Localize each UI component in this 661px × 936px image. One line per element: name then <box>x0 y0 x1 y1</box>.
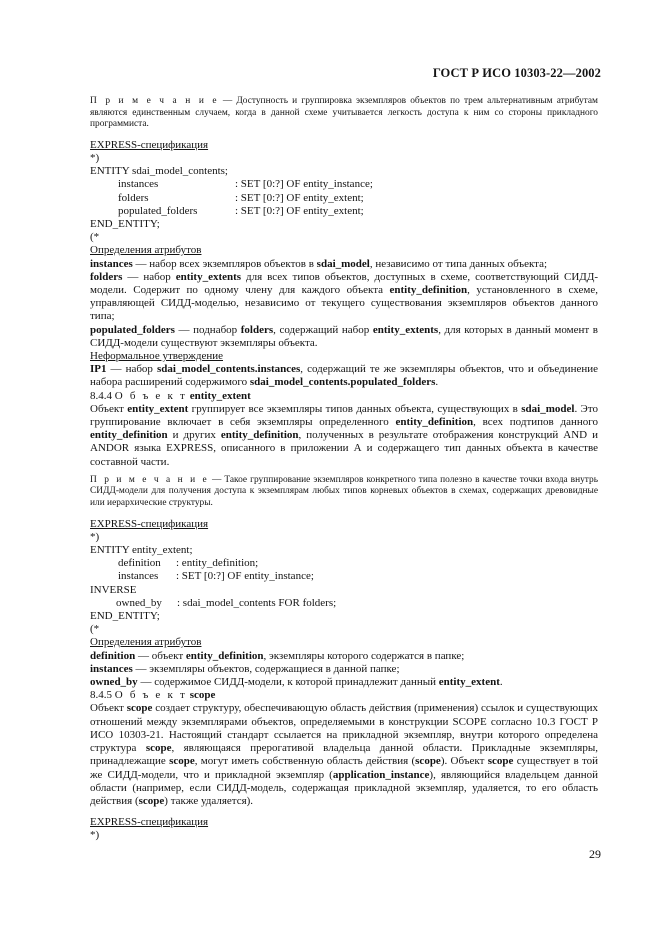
note-paragraph: П р и м е ч а н и е — Доступность и группировка экземпляров объектов по трем альтернативным атрибутам являются единственным случаем, когда в данной схеме учитывается легкость доступа к ним со стороны прикладного программиста. <box>90 96 598 130</box>
attribute-line: folders : SET [0:?] OF entity_extent; <box>118 191 364 204</box>
section-heading-8-4-4: 8.4.4 О б ъ е к т entity_extent <box>90 389 251 402</box>
express-spec-label: EXPRESS-спецификация <box>90 816 209 829</box>
entity-declaration: ENTITY entity_extent; <box>90 544 193 557</box>
definition-definition: definition — объект entity_definition, экземпляры которого содержатся в папке; <box>90 649 465 662</box>
express-spec-entity-extent: EXPRESS-спецификация *) ENTITY entity_extent; definition : entity_definition; instances : SET [0:?] OF entity_instance; INVERSE owned_by : sdai_model_contents FOR folders; END_ENTITY; (* <box>90 518 598 637</box>
section-paragraph: Объект scope создает структуру, обеспечивающую область действия (применения) ссылок и существующих отношений между экземплярами объектов, определяемыми в конструкции SCOPE согласно 10.3 ГОСТ Р ИСО 10303-21. Настоящий стандарт ссылается на прикладной экземпляр, внутри которого определена структура scope, являющаяся прерогативой владельца данной области. Прикладные экземпляры, принадлежащие scope, могут иметь собственную область действия (scope). Объект scope существует в той же СИДД-модели, что и прикладной экземпляр (application_instance), являющийся владельцем данной области (например, если СИДД-модель, содержащая прикладной экземпляр, удаляется, то его область действия (scope) также удаляется). <box>90 702 598 807</box>
express-spec-scope: EXPRESS-спецификация *) <box>90 816 209 842</box>
express-spec-label: EXPRESS-спецификация <box>90 517 209 530</box>
page-header: ГОСТ Р ИСО 10303-22—2002 <box>432 66 601 80</box>
definition-owned-by: owned_by — содержимое СИДД-модели, к которой принадлежит данный entity_extent. <box>90 676 503 689</box>
definition-folders: folders — набор entity_extents для всех типов объектов, доступных в схеме, соответствующий СИДД-модели. Содержит по одному члену для каждого объекта entity_definition, установленного в схеме, управляющей СИДД-моделью, независимо от текущего существования экземпляров объектов данного типа; <box>90 270 598 323</box>
page-body <box>90 96 598 843</box>
definition-populated-folders: populated_folders — поднабор folders, содержащий набор entity_extents, для которых в данный момент в СИДД-модели существуют экземпляры объекта. <box>90 323 598 349</box>
express-spec-label: EXPRESS-спецификация <box>90 138 209 151</box>
section-heading-8-4-5: 8.4.5 О б ъ е к т scope <box>90 689 216 702</box>
informal-statement-heading: Неформальное утверждение <box>90 350 223 363</box>
inverse-attribute-line: owned_by : sdai_model_contents FOR folders; <box>116 596 337 609</box>
definition-instances: instances — экземпляры объектов, содержащиеся в данной папке; <box>90 662 400 675</box>
note-paragraph: П р и м е ч а н и е — Такое группирование экземпляров конкретного типа полезно в качестве точки входа внутрь СИДД-модели для получения доступа к экземплярам любых типов корневых объектов в схемах, содержащих древовидные или иерархические структуры. <box>90 474 598 509</box>
attribute-definitions-heading: Определения атрибутов <box>90 636 202 649</box>
entity-declaration: ENTITY sdai_model_contents; <box>90 165 228 178</box>
attribute-line: instances : SET [0:?] OF entity_instance; <box>118 570 314 583</box>
definition-instances: instances — набор всех экземпляров объектов в sdai_model, независимо от типа данных объекта; <box>90 257 548 270</box>
attribute-line: instances : SET [0:?] OF entity_instance; <box>118 178 373 191</box>
express-spec-sdai-model-contents: EXPRESS-спецификация *) ENTITY sdai_model_contents; instances : SET [0:?] OF entity_instance; folders : SET [0:?] OF entity_extent; populated_folders : SET [0:?] OF entity_extent; END_ENTITY; (* <box>90 139 598 245</box>
attribute-line: populated_folders : SET [0:?] OF entity_extent; <box>118 204 364 217</box>
attribute-definitions-heading: Определения атрибутов <box>90 244 202 257</box>
section-paragraph: Объект entity_extent группирует все экземпляры типов данных объекта, существующих в sdai_model. Это группирование включает в себя экземпляры определенного entity_definition, всех подтипов данного entity_definition и других entity_definition, полученных в результате отображения конструкций AND и ANDOR языка EXPRESS, описанного в приложении А и содержащего тип данных объекта в качестве составной части. <box>90 402 598 468</box>
page-number: 29 <box>589 847 601 861</box>
informal-statement: IP1 — набор sdai_model_contents.instances, содержащий те же экземпляры объектов, что и объединение набора расширений содержимого sdai_model_contents.populated_folders. <box>90 363 598 389</box>
attribute-line: definition : entity_definition; <box>118 557 259 570</box>
